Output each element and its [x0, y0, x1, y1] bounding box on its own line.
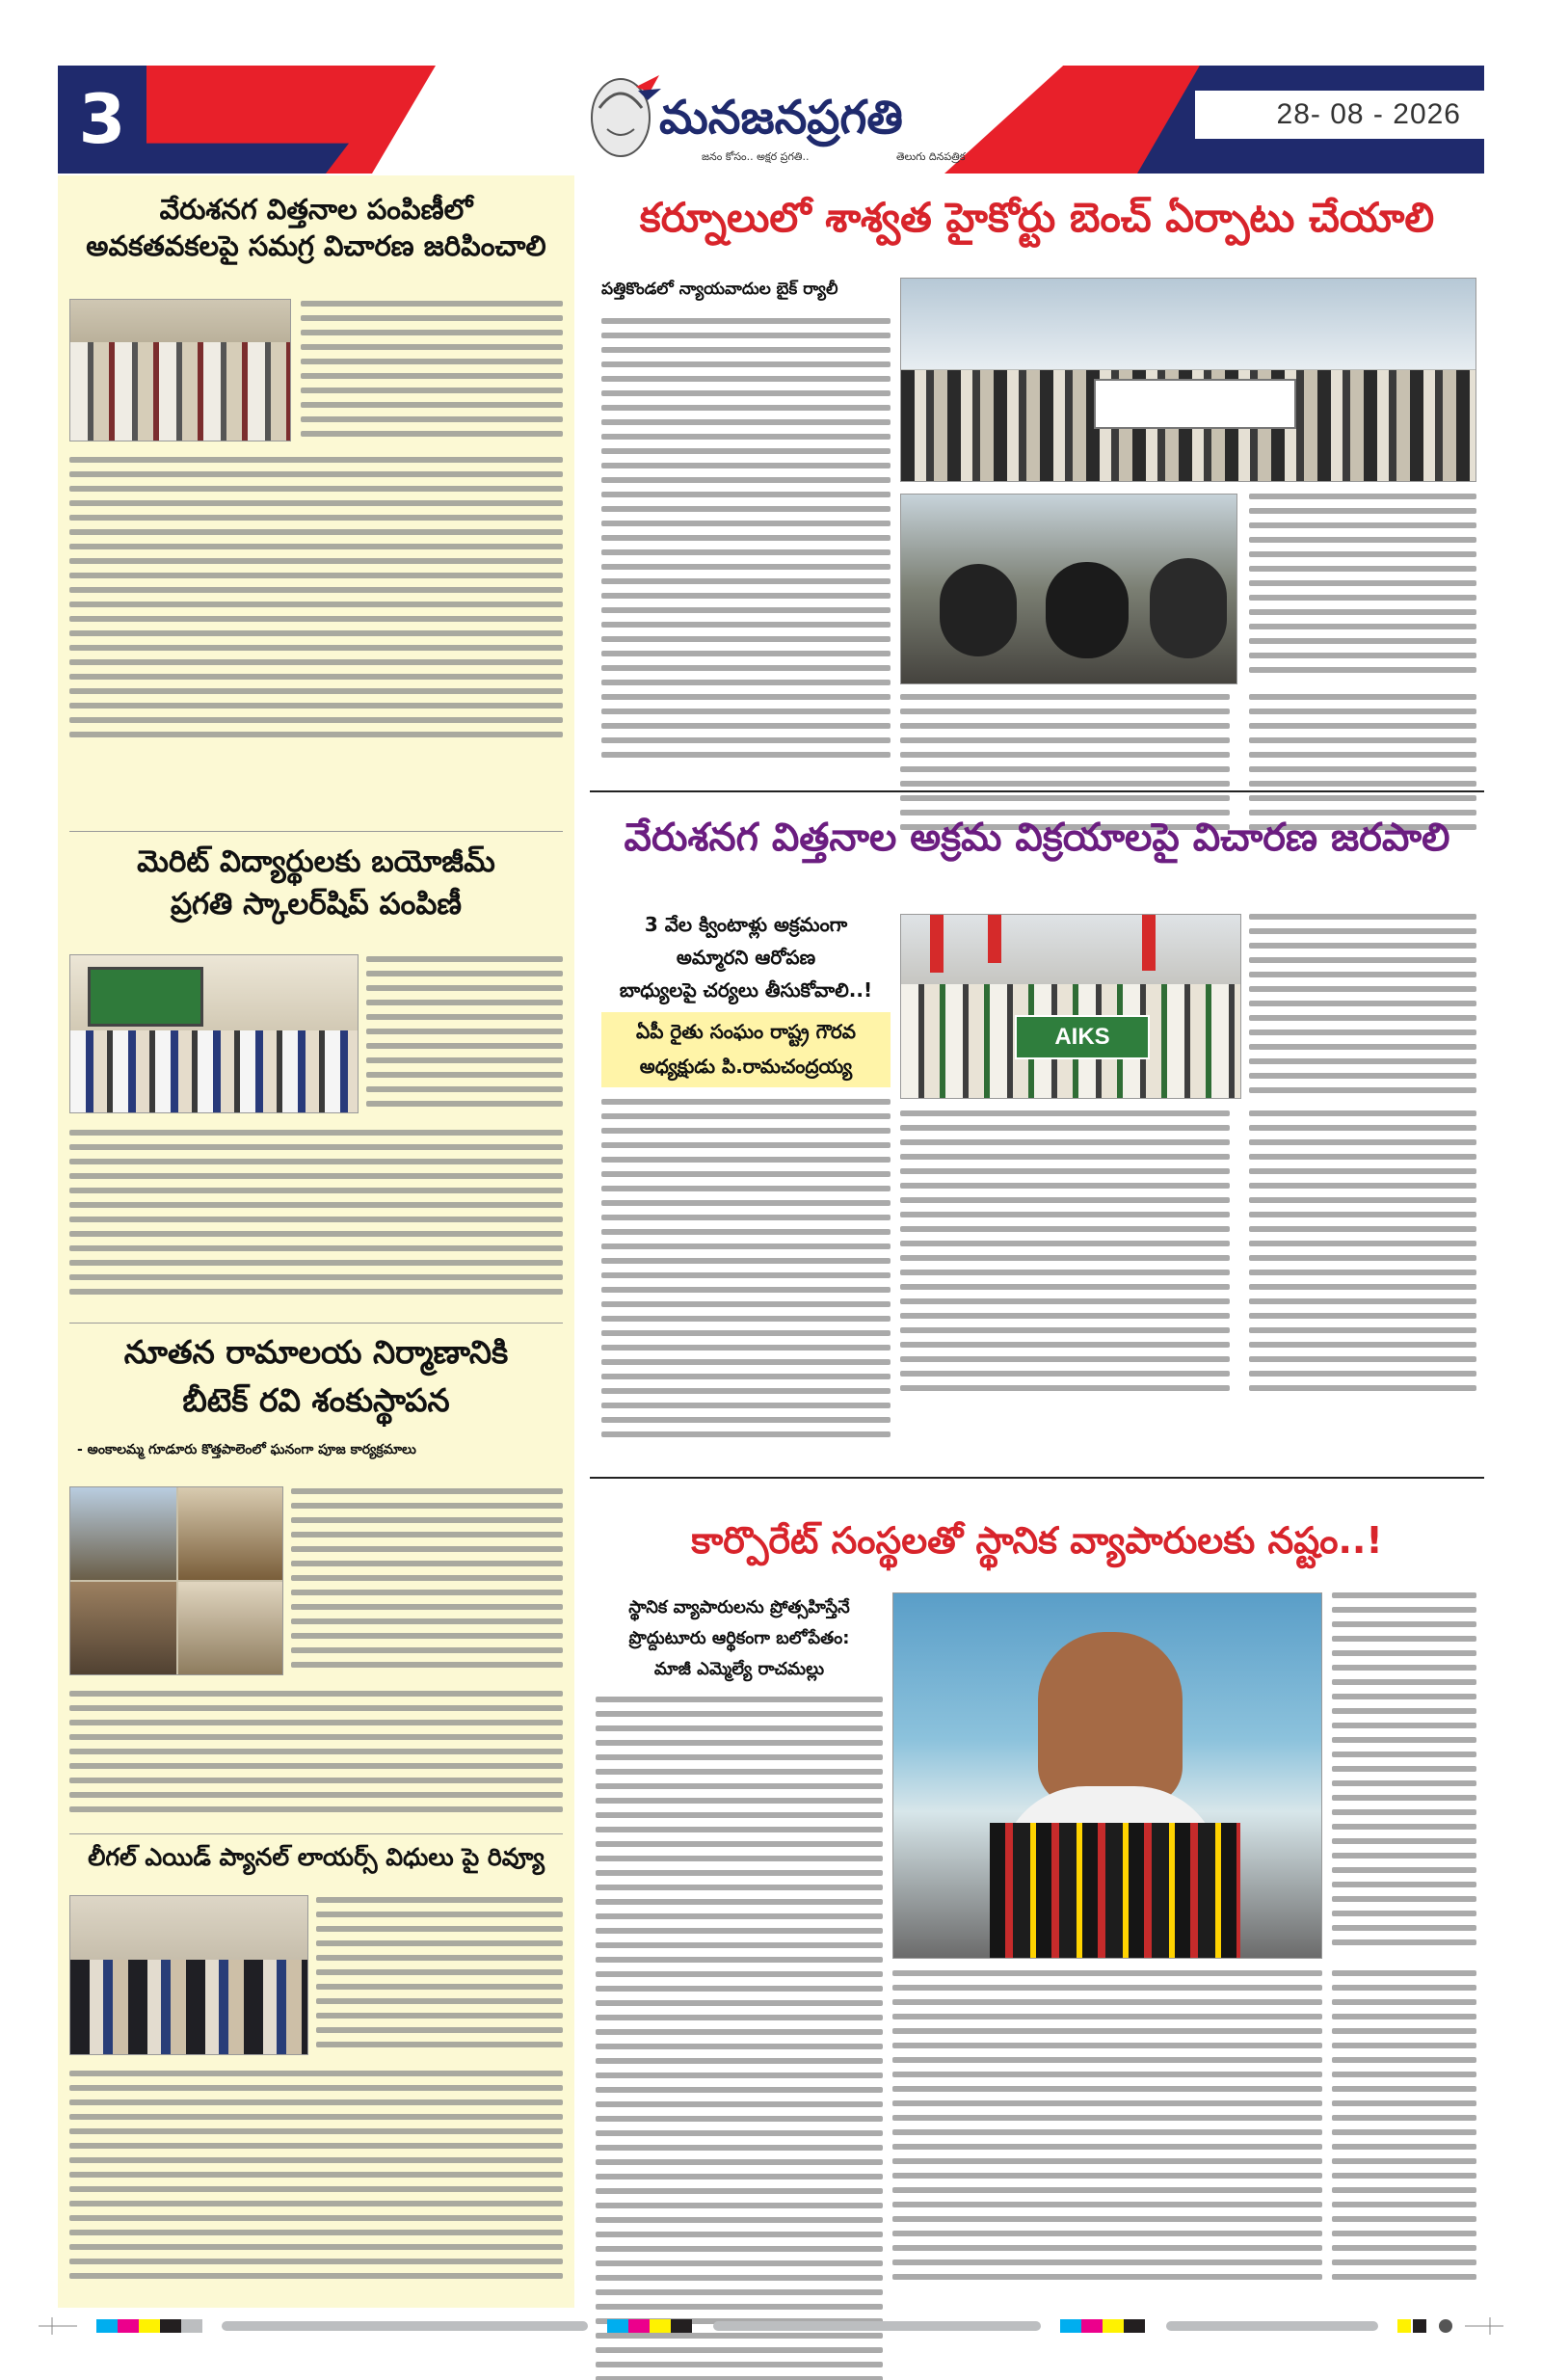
bottom-subhead-1: స్థానిక వ్యాపారులను ప్రోత్సహిస్తేనే	[628, 1597, 850, 1618]
left-column	[58, 175, 574, 2308]
bottom-story-body-col1	[596, 1697, 883, 2380]
paper-name: మనజనప్రగతి	[659, 91, 903, 145]
top-story-subhead: పత్తికొండలో న్యాయవాదుల బైక్ ర్యాలీ	[601, 280, 838, 299]
divider	[69, 1833, 563, 1834]
mid-story-body-col3	[1249, 914, 1476, 1102]
mid-subhead-4: ఏపీ రైతు సంఘం రాష్ట్ర గౌరవ	[635, 1020, 856, 1043]
bottom-story-body-col3b	[1332, 1970, 1476, 2288]
bottom-story-headline: కార్పొరేట్ సంస్థలతో స్థానిక వ్యాపారులకు నష్టం..!	[691, 1519, 1383, 1562]
language-note: తెలుగు దినపత్రిక	[896, 150, 966, 163]
classroom-board	[88, 967, 203, 1027]
paper-logo	[578, 69, 983, 170]
bottom-subhead-3: మాజీ ఎమ్మెల్యే రాచమల్లు	[653, 1659, 825, 1679]
bottom-story-photo	[892, 1592, 1322, 1959]
mid-story-subheads-2	[601, 1014, 891, 1083]
story1-headline	[58, 191, 574, 264]
rally-banner	[1094, 379, 1296, 429]
bottom-story-subheads	[590, 1592, 889, 1685]
story3-body-top	[291, 1488, 563, 1676]
print-registration-bar	[39, 2315, 1503, 2337]
story1-body	[69, 457, 563, 746]
story2-headline-line1: మెరిట్ విద్యార్థులకు బయోజీమ్	[137, 844, 495, 879]
leader-portrait-logo-icon	[578, 69, 661, 166]
speaker-figure	[1038, 1632, 1183, 1805]
bottom-subhead-2: ప్రొద్దుటూరు ఆర్థికంగా బలోపేతం:	[628, 1628, 850, 1648]
top-story-photo-bikes	[900, 494, 1237, 684]
bottom-story-body-col3	[1332, 1592, 1476, 1954]
story1-body-top	[301, 301, 563, 445]
story3-headline	[58, 1328, 574, 1425]
top-story-body-col3	[1249, 494, 1476, 682]
divider	[69, 831, 563, 832]
masthead	[58, 66, 1484, 174]
mid-story-photo	[900, 914, 1241, 1099]
aiks-banner: AIKS	[1015, 1015, 1150, 1059]
story4-body-top	[316, 1897, 563, 2056]
story4-body	[69, 2071, 563, 2287]
story2-headline	[58, 841, 574, 925]
bottom-story-body-col2	[892, 1970, 1322, 2288]
section-divider	[590, 1477, 1484, 1479]
mid-subhead-5: అధ్యక్షుడు పి.రామచంద్రయ్య	[639, 1055, 853, 1078]
issue-date: 28- 08 - 2026	[1276, 98, 1461, 130]
story1-photo	[69, 299, 291, 441]
story1-headline-line2: అవకతవకలపై సమగ్ర విచారణ జరిపించాలి	[86, 229, 546, 262]
top-story-body-col1	[601, 318, 891, 766]
microphones	[990, 1823, 1240, 1958]
mid-subhead-3: బాధ్యులపై చర్యలు తీసుకోవాలి..!	[619, 978, 873, 1002]
story2-body	[69, 1130, 563, 1303]
mid-subhead-2: అమ్మారని ఆరోపణ	[676, 946, 816, 969]
section-divider	[590, 790, 1484, 792]
story4-headline: లీగల్ ఎయిడ్ ప్యానల్ లాయర్స్ విధులు పై రివ్యూ	[88, 1843, 545, 1871]
story3-headline-line2: బీటెక్ రవి శంకుస్థాపన	[182, 1381, 450, 1419]
divider	[69, 1323, 563, 1324]
story3-body	[69, 1691, 563, 1821]
mid-story-body-col2	[900, 1110, 1230, 1400]
mid-story-body-col3b	[1249, 1110, 1476, 1400]
story3-subhead: - అంకాలమ్మ గూడూరు కొత్తపాలెంలో ఘనంగా పూజ కార్యక్రమాలు	[77, 1442, 416, 1457]
paper-tagline: జనం కోసం.. అక్షర ప్రగతి..	[702, 150, 810, 163]
story2-body-top	[366, 956, 563, 1115]
mid-story-body-col1	[601, 1099, 891, 1446]
mid-story-headline: వేరుశనగ విత్తనాల అక్రమ విక్రయాలపై విచారణ జరపాలి	[624, 816, 1450, 860]
story2-headline-line2: ప్రగతి స్కాలర్‌షిప్ పంపిణీ	[170, 887, 463, 922]
story3-headline-line1: నూతన రామాలయ నిర్మాణానికి	[123, 1333, 509, 1371]
top-story-photo-rally	[900, 278, 1476, 482]
mid-story-subheads	[601, 908, 891, 1006]
story1-headline-line1: వేరుశనగ విత్తనాల పంపిణీలో	[159, 193, 473, 226]
story3-photo-collage	[69, 1486, 283, 1675]
page-number: 3	[78, 80, 126, 159]
story4-photo	[69, 1895, 308, 2055]
story2-photo	[69, 954, 359, 1113]
top-story-headline: కర్నూలులో శాశ్వత హైకోర్టు బెంచ్ ఏర్పాటు చేయాలి	[639, 194, 1435, 241]
mid-subhead-1: 3 వేల క్వింటాళ్లు అక్రమంగా	[644, 913, 848, 936]
